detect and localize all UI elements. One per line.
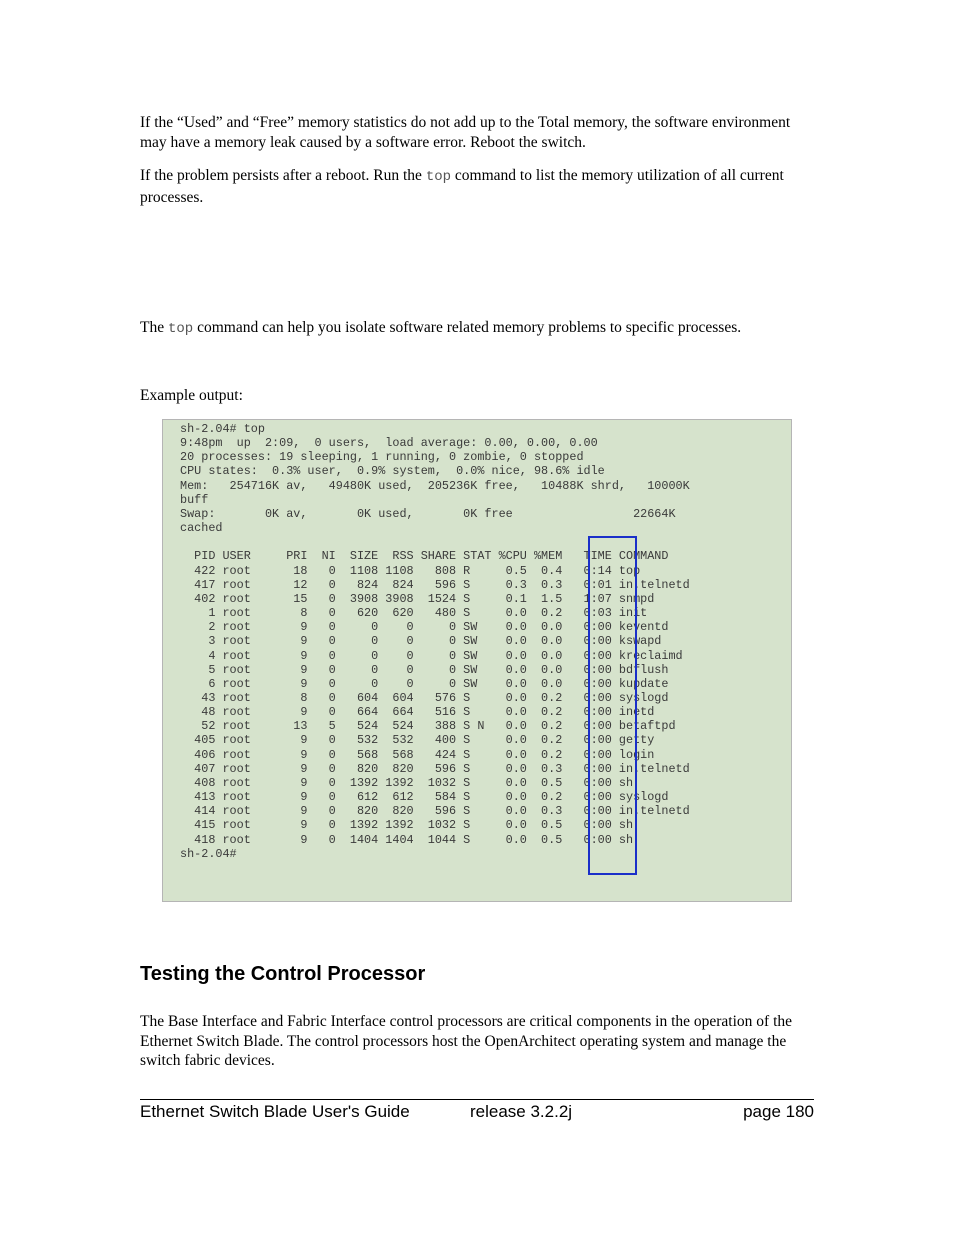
terminal-line: 402 root 15 0 3908 3908 1524 S 0.1 1.5 1:07 snmpd	[180, 591, 655, 606]
top-command-code-2: top	[167, 321, 194, 337]
terminal-line: 413 root 9 0 612 612 584 S 0.0 0.2 0:00 syslogd	[180, 790, 669, 805]
terminal-line: 406 root 9 0 568 568 424 S 0.0 0.2 0:00 login	[180, 747, 655, 762]
page-footer	[140, 1099, 814, 1126]
example-output-label: Example output:	[140, 387, 243, 404]
p2-text-before: If the problem persists after a reboot. Run the	[140, 167, 426, 184]
p3-text-after: command can help you isolate software related memory problems to specific processes.	[193, 319, 742, 336]
terminal-line: 9:48pm up 2:09, 0 users, load average: 0.00, 0.00, 0.00	[180, 436, 598, 451]
terminal-line: PID USER PRI NI SIZE RSS SHARE STAT %CPU %MEM TIME COMMAND	[180, 549, 669, 564]
terminal-line: 20 processes: 19 sleeping, 1 running, 0 zombie, 0 stopped	[180, 450, 584, 465]
p3-text-before: The	[140, 319, 168, 336]
terminal-line: 408 root 9 0 1392 1392 1032 S 0.0 0.5 0:00 sh	[180, 775, 634, 790]
terminal-line: 1 root 8 0 620 620 480 S 0.0 0.2 0:03 init	[180, 606, 648, 621]
intro-paragraph-2	[140, 166, 820, 207]
terminal-line: 5 root 9 0 0 0 0 SW 0.0 0.0 0:00 bdflush	[180, 662, 669, 677]
terminal-line: 405 root 9 0 532 532 400 S 0.0 0.2 0:00 getty	[180, 733, 655, 748]
terminal-line: 415 root 9 0 1392 1392 1032 S 0.0 0.5 0:00 sh	[180, 818, 634, 833]
terminal-line: 4 root 9 0 0 0 0 SW 0.0 0.0 0:00 kreclaimd	[180, 648, 683, 663]
terminal-line: CPU states: 0.3% user, 0.9% system, 0.0% nice, 98.6% idle	[180, 464, 605, 479]
mem-column-highlight	[588, 536, 637, 875]
footer-title: Ethernet Switch Blade User's Guide	[140, 1102, 410, 1121]
terminal-screenshot	[162, 419, 792, 902]
terminal-line: 418 root 9 0 1404 1404 1044 S 0.0 0.5 0:00 sh	[180, 832, 634, 847]
terminal-line: 6 root 9 0 0 0 0 SW 0.0 0.0 0:00 kupdate	[180, 676, 669, 691]
terminal-line: 48 root 9 0 664 664 516 S 0.0 0.2 0:00 inetd	[180, 705, 655, 720]
terminal-line: 52 root 13 5 524 524 388 S N 0.0 0.2 0:00 betaftpd	[180, 719, 676, 734]
footer-page-number: page 180	[743, 1102, 814, 1121]
terminal-line: cached	[180, 521, 223, 536]
terminal-line: 422 root 18 0 1108 1108 808 R 0.5 0.4 0:14 top	[180, 563, 641, 578]
terminal-line: 43 root 8 0 604 604 576 S 0.0 0.2 0:00 syslogd	[180, 690, 669, 705]
terminal-line: 2 root 9 0 0 0 0 SW 0.0 0.0 0:00 keventd	[180, 620, 669, 635]
terminal-line: buff	[180, 492, 209, 507]
intro-paragraph-1: If the “Used” and “Free” memory statistics do not add up to the Total memory, the software environment may have a memory leak caused by a software error. Reboot the switch.	[140, 114, 791, 151]
terminal-line: Mem: 254716K av, 49480K used, 205236K free, 10488K shrd, 10000K	[180, 478, 690, 493]
terminal-line: sh-2.04# top	[180, 422, 265, 436]
p2-text-after: command to list the memory utilization of all current processes.	[140, 167, 784, 206]
top-command-code: top	[425, 169, 452, 185]
terminal-line: 414 root 9 0 820 820 596 S 0.0 0.3 0:00 in.telnetd	[180, 804, 690, 819]
terminal-line: Swap: 0K av, 0K used, 0K free 22664K	[180, 506, 676, 521]
terminal-line: 407 root 9 0 820 820 596 S 0.0 0.3 0:00 in.telnetd	[180, 761, 690, 776]
intro-paragraph-3	[140, 318, 820, 340]
terminal-line: sh-2.04#	[180, 846, 237, 861]
footer-release: release 3.2.2j	[470, 1102, 573, 1121]
section-heading: Testing the Control Processor	[140, 963, 426, 985]
terminal-line: 417 root 12 0 824 824 596 S 0.3 0.3 0:01 in.telnetd	[180, 577, 690, 592]
terminal-line: 3 root 9 0 0 0 0 SW 0.0 0.0 0:00 kswapd	[180, 634, 662, 649]
section-body: The Base Interface and Fabric Interface control processors are critical components in the operation of the Ethernet Switch Blade. The control processors host the OpenArchitect operating system and manage the switch fabric devices.	[140, 1013, 793, 1069]
